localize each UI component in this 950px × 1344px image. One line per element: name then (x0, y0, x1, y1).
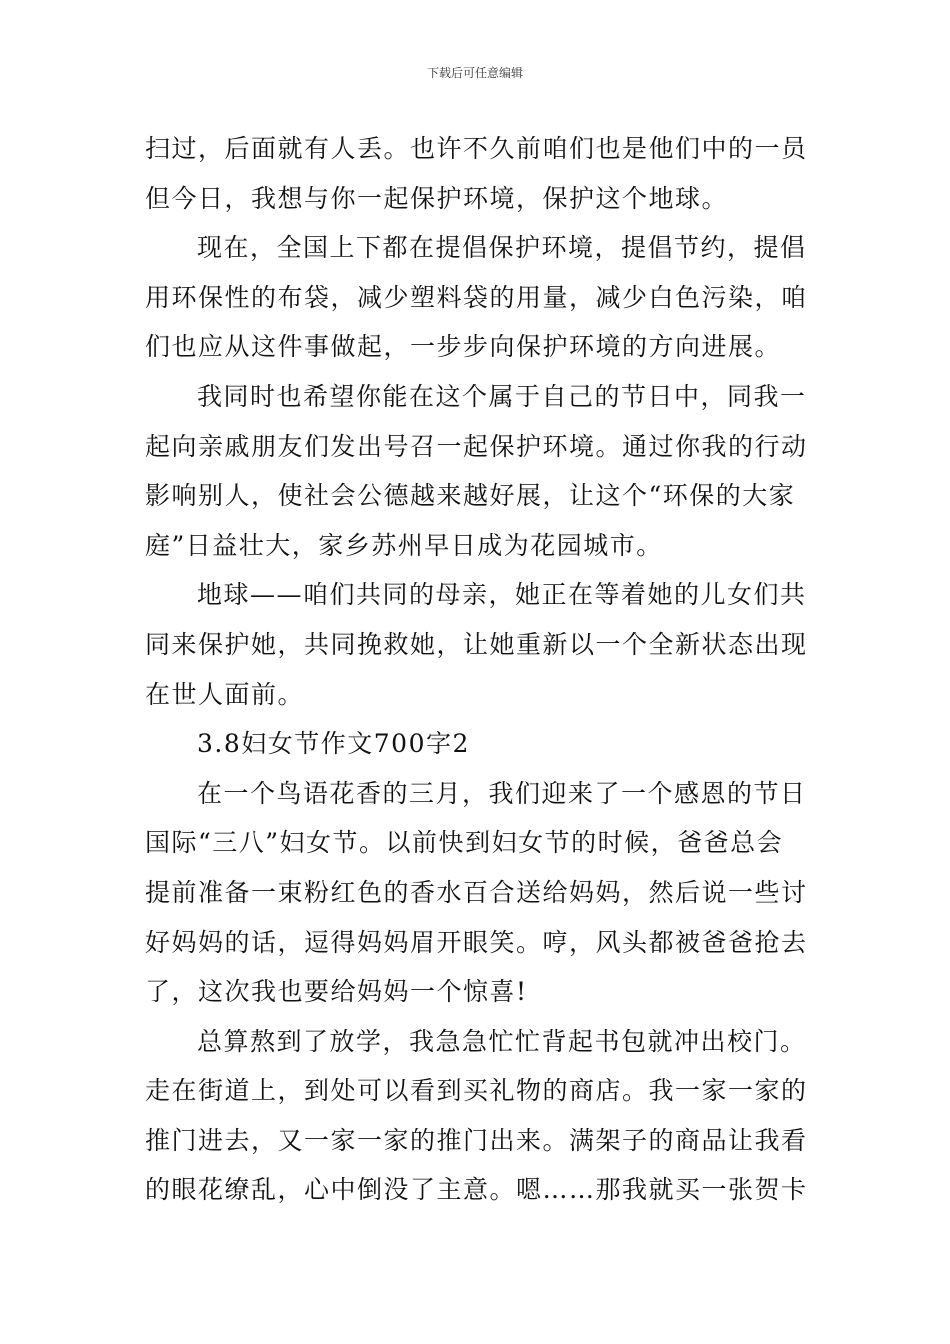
text-line: 国际“三八”妇女节。以前快到妇女节的时候，爸爸总会 (145, 828, 784, 858)
paragraph-start-line: 我同时也希望你能在这个属于自己的节日中，同我一 (197, 381, 807, 411)
essay-heading: 3.8妇女节作文700字2 (197, 729, 470, 759)
paragraph-start-line: 总算熬到了放学，我急急忙忙背起书包就冲出校门。 (197, 1026, 807, 1056)
paragraph-start-line: 地球——咱们共同的母亲，她正在等着她的儿女们共 (197, 580, 807, 610)
text-line: 在世人面前。 (145, 679, 305, 709)
text-line: 提前准备一束粉红色的香水百合送给妈妈，然后说一些讨 (145, 877, 808, 907)
text-line: 影响别人，使社会公德越来越好展，让这个“环保的大家 (145, 481, 796, 511)
document-body (145, 124, 807, 1215)
text-line: 了，这次我也要给妈妈一个惊喜! (145, 977, 528, 1007)
text-line: 好妈妈的话，逗得妈妈眉开眼笑。哼，风头都被爸爸抢去 (145, 927, 808, 957)
paragraph-start-line: 在一个鸟语花香的三月，我们迎来了一个感恩的节日 (197, 778, 807, 808)
page-header-note: 下载后可任意编辑 (426, 66, 523, 80)
paragraph-start-line: 现在，全国上下都在提倡保护环境，提倡节约，提倡 (197, 233, 807, 263)
text-line: 起向亲戚朋友们发出号召一起保护环境。通过你我的行动 (145, 431, 808, 461)
text-line: 们也应从这件事做起，一步步向保护环境的方向进展。 (145, 332, 782, 362)
text-line: 推门进去，又一家一家的推门出来。满架子的商品让我看 (145, 1125, 808, 1155)
text-line: 同来保护她，共同挽救她，让她重新以一个全新状态出现 (145, 629, 808, 659)
text-line: 用环保性的布袋，减少塑料袋的用量，减少白色污染，咱 (145, 282, 808, 312)
text-line: 但今日，我想与你一起保护环境，保护这个地球。 (145, 183, 729, 213)
text-line: 的眼花缭乱，心中倒没了主意。嗯……那我就买一张贺卡 (145, 1175, 808, 1205)
text-line: 庭”日益壮大，家乡苏州早日成为花园城市。 (145, 530, 663, 560)
text-line: 走在街道上，到处可以看到买礼物的商店。我一家一家的 (145, 1076, 808, 1106)
text-line: 扫过，后面就有人丢。也许不久前咱们也是他们中的一员 (145, 134, 808, 163)
